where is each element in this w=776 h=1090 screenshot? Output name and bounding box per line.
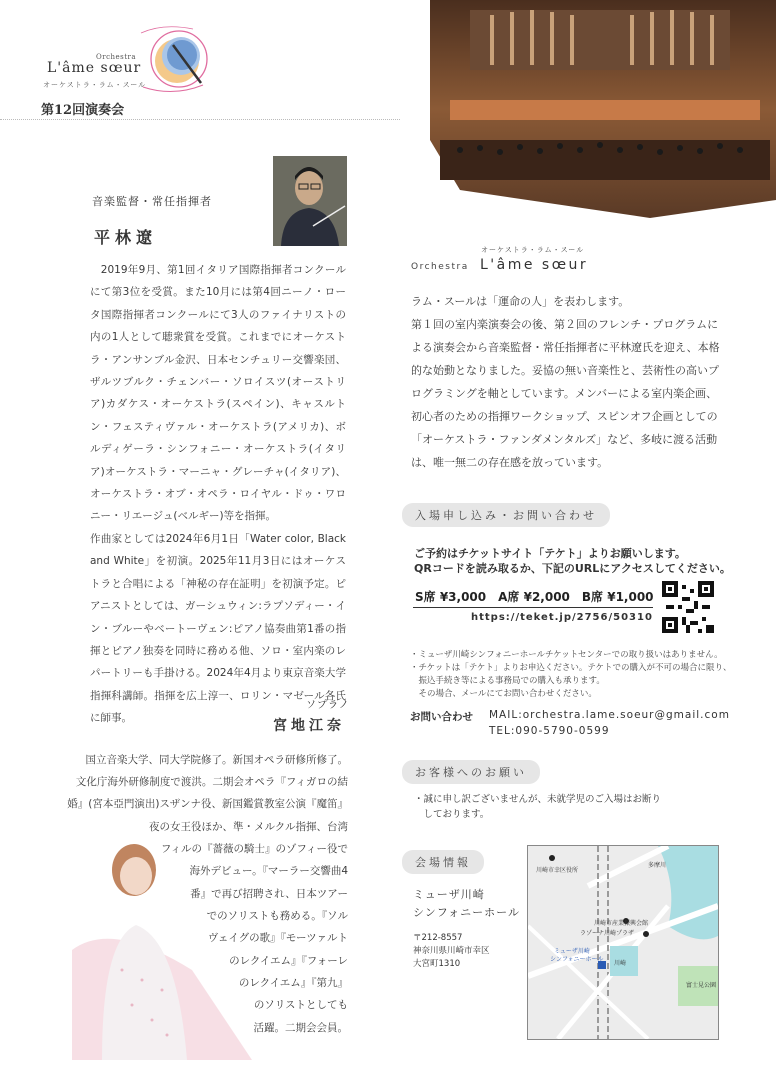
venue-map[interactable] (527, 845, 719, 1040)
soprano-role: ソプラノ (306, 700, 350, 711)
map-label: 富士見公園 (686, 982, 717, 989)
venue-name-2: シンフォニーホール (413, 906, 520, 919)
request-text-2: しております。 (414, 809, 490, 820)
ticket-note: その場合、メールにてお問い合わせください。 (410, 689, 597, 699)
soprano-bio-line: 文化庁海外研修制度で渡洪。二期会オペラ『フィガロの結 (75, 776, 348, 788)
soprano-bio-line: 海外デビュー。『マーラー交響曲4 (189, 865, 348, 877)
map-label: 川崎 (614, 960, 627, 967)
logo-emblem-icon (133, 25, 221, 95)
map-label: 川崎市幸区役所 (536, 867, 579, 874)
request-heading: お客様へのお願い (402, 760, 540, 784)
ticket-note: 振込手続き等による事務局での購入も承ります。 (410, 676, 605, 686)
ticket-instruction-1: ご予約はチケットサイト「テケト」よりお願いします。 (414, 547, 686, 560)
map-label: ミューザ川崎 (554, 948, 590, 955)
logo-kana: オーケストラ・ラム・スール (43, 81, 147, 89)
request-text-1: ・誠に申し訳ございませんが、未就学児のご入場はお断り (414, 794, 662, 805)
conductor-bio: 2019年9月、第1回イタリア国際指揮者コンクールにて第3位を受賞。また10月には第4回ニーノ・ロータ国際指揮者コンクールにて3人のファイナリストの内の1人として聴衆賞を受賞。これまでにオーケストラ・アンサンブル金沢、日本センチュリー交響楽団、ザルツブルク・チェンバー・ソロイスツ(オーストリア)カダケス・オーケストラ(スペイン)、キャスルトン・フェスティヴァル・オーケストラ(アメリカ)、ボルディゲーラ・シンフォニー・オーケストラ(イタリア)オーケストラ・マーニャ・グレーチャ(イタリア)、オーケストラ・オブ・オペラ・ロイヤル・ドゥ・ワロニー・リエージュ(ベルギー)等を指揮。 作曲家としては2024年6月1日「Water color, Black and White」を初演。2025年11月3日にはオーケス トラと合唱による「神秘の存在証明」を初演予定。ピアニストとしては、ガーシュウィン:ラプソディー・イン・ブルーやベートーヴェン:ピアノ協奏曲第1番の指揮とピアノ独奏を同時に務める他、ソロ・室内楽のレパートリーも手掛ける。2024年4月より東京音楽大学指揮科講師。指揮を広上淳一、ロリン・マゼール各氏に師事。 (90, 264, 346, 725)
soprano-bio-line: 夜の女王役ほか、準・メルクル指揮、台湾 (149, 821, 348, 833)
soprano-bio-line: のソリストとしても (253, 999, 348, 1011)
conductor-name: 平林遼 (94, 228, 158, 247)
soprano-bio-line: 婚』(宮本亞門演出)スザンナ役、新国鑑賞教室公演『魔笛』 (67, 798, 348, 810)
logo-orchestra-text: Orchestra (96, 53, 137, 61)
map-label: ラゾーナ川崎プラザ (580, 930, 635, 937)
soprano-bio-line: でのソリストも務める。『ソル (206, 910, 348, 922)
soprano-bio-line: のレクイエム』『フォーレ (229, 955, 348, 967)
qr-code-icon[interactable] (662, 581, 714, 633)
orchestra-kana: オーケストラ・ラム・スール (481, 246, 585, 254)
venue-postal: 〒212-8557 (413, 933, 463, 943)
soprano-bio-line: 国立音楽大学、同大学院修了。新国オペラ研修所修了。 (85, 754, 348, 766)
orchestra-word: Orchestra (411, 262, 469, 272)
contact-email-link[interactable]: MAIL:orchestra.lame.soeur@gmail.com (489, 709, 730, 721)
soprano-bio-line: 番』で再び招聘され、日本ツアー (190, 888, 348, 900)
venue-name-1: ミューザ川崎 (413, 888, 485, 901)
map-label: シンフォニーホール (550, 956, 604, 963)
logo-name: L'âme sœur (47, 60, 142, 76)
map-label: 多摩川 (648, 862, 667, 869)
contact-phone-link[interactable]: TEL:090-5790-0599 (489, 725, 610, 737)
soprano-name: 宮地江奈 (273, 718, 345, 734)
conductor-photo (273, 156, 347, 246)
soprano-bio-line: のレクイエム』『第九』 (238, 977, 348, 989)
venue-address-2: 大宮町1310 (413, 959, 461, 969)
orchestra-description: ラム・スールは「運命の人」を表わします。 第１回の室内楽演奏会の後、第２回のフレンチ・プログラムによる演奏会から音楽監督・常任指揮者に平林遼氏を迎え、本格的な始動となりました。妥協の無い音楽性と、芸術性の高いプログラミングを軸としています。メンバーによる室内楽企画、初心者のための指揮ワークショップ、スピンオフ企画としての「オーケストラ・ファンダメンタルズ」など、多岐に渡る活動は、唯一無二の存在感を放っています。 (411, 295, 720, 469)
venue-address-1: 神奈川県川崎市幸区 (413, 946, 490, 956)
ticket-url-link[interactable]: https://teket.jp/2756/50310 (471, 612, 653, 623)
map-label: 川崎市産業振興会館 (594, 920, 649, 927)
venue-heading: 会場情報 (402, 850, 484, 874)
concert-edition: 第12回演奏会 (41, 103, 125, 118)
tickets-heading: 入場申し込み・お問い合わせ (402, 503, 610, 527)
conductor-role: 音楽監督・常任指揮者 (92, 195, 212, 208)
price-divider (413, 607, 653, 608)
concert-hall-photo (430, 0, 776, 218)
ticket-note: ・チケットは「テケト」よりお申込ください。テケトでの購入が不可の場合に限り、 (410, 663, 732, 673)
divider (0, 119, 400, 120)
ticket-prices: S席 ¥3,000 A席 ¥2,000 B席 ¥1,000 (415, 590, 654, 604)
soprano-bio-line: 活躍。二期会会員。 (253, 1022, 348, 1034)
soprano-bio-line: ヴェイグの歌』『モーツァルト (207, 932, 348, 944)
ticket-note: ・ミューザ川崎シンフォニーホールチケットセンターでの取り扱いはありません。 (410, 650, 723, 660)
orchestra-name: L'âme sœur (480, 257, 589, 273)
ticket-instruction-2: QRコードを読み取るか、下記のURLにアクセスしてください。 (414, 562, 731, 575)
contact-label: お問い合わせ (410, 711, 473, 723)
soprano-bio-line: フィルの『薔薇の騎士』のゾフィー役で (160, 843, 348, 855)
